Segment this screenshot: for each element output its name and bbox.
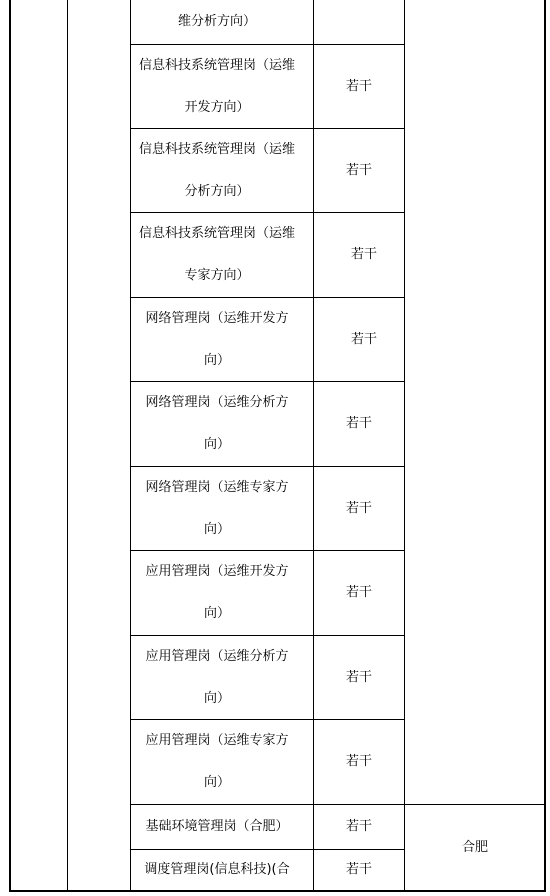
position-cell: 基础环境管理岗（合肥） [145, 819, 289, 834]
count-cell: 若干 [350, 331, 377, 347]
table-border-right [544, 0, 546, 891]
count-cell: 若干 [345, 669, 372, 685]
count-cell: 若干 [345, 754, 372, 769]
count-cell: 若干 [345, 585, 372, 600]
count-cell: 若干 [345, 500, 372, 516]
count-cell: 若干 [350, 247, 377, 262]
position-cell: 维分析方向） [177, 14, 256, 29]
table-col-divider-4 [404, 0, 405, 891]
position-cell: 信息科技系统管理岗（运维 开发方向） [138, 57, 295, 115]
table-col-divider-1 [67, 0, 68, 891]
count-cell [314, 0, 404, 44]
position-cell: 应用管理岗（运维开发方 向） [145, 564, 289, 621]
count-cell: 若干 [345, 862, 372, 877]
position-cell: 网络管理岗（运维开发方 向） [145, 310, 289, 368]
count-cell: 若干 [345, 416, 372, 431]
position-cell: 应用管理岗（运维专家方 向） [145, 733, 289, 790]
position-cell: 信息科技系统管理岗（运维 专家方向） [138, 226, 295, 283]
position-cell: 应用管理岗（运维分析方 向） [145, 648, 289, 706]
position-cell: 信息科技系统管理岗（运维 分析方向） [138, 141, 295, 199]
position-cell: 调度管理岗(信息科技)(合 [144, 862, 290, 877]
position-cell: 网络管理岗（运维分析方 向） [145, 395, 289, 452]
count-cell: 若干 [345, 78, 372, 94]
position-cell: 网络管理岗（运维专家方 向） [145, 479, 289, 537]
table-border-left [9, 0, 11, 891]
count-cell: 若干 [345, 819, 372, 834]
location-cell: 合肥 [461, 839, 488, 855]
count-cell: 若干 [345, 162, 372, 178]
